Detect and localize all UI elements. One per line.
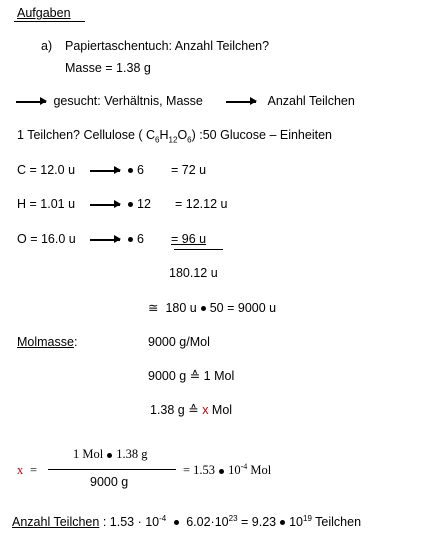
final-c-exp: 19 [303, 513, 312, 523]
sub-o: 6 [187, 135, 192, 145]
equiv-line-1: 9000 g ≙ 1 Mol [148, 369, 235, 383]
final-a: 1.53 · 10 [109, 515, 160, 529]
molmasse-value: 9000 g/Mol [148, 335, 210, 349]
approx-symbol: ≅ [148, 301, 159, 315]
heading-underline [14, 21, 85, 22]
sum-value: 180.12 u [169, 266, 218, 280]
dot-icon [128, 202, 133, 207]
dot-icon [174, 520, 179, 525]
fraction-x: x [17, 463, 24, 477]
row-c-factor: 6 [137, 163, 144, 177]
right-arrow-icon [16, 101, 46, 103]
task-question: Papiertaschentuch: Anzahl Teilchen? [65, 39, 270, 53]
fraction-denominator: 9000 g [90, 475, 129, 489]
fraction-numerator [73, 446, 147, 462]
right-arrow-icon [226, 101, 256, 103]
approx-b: 50 = 9000 u [209, 301, 277, 315]
task-mass: Masse = 1.38 g [65, 61, 151, 75]
cellulose-o: O [177, 128, 188, 142]
sum-line [174, 249, 223, 250]
final-line [12, 514, 361, 530]
res-exp: -4 [240, 461, 248, 471]
row-h-factor: 12 [137, 197, 151, 211]
final-label: Anzahl Teilchen [12, 515, 100, 529]
final-d: Teilchen [311, 515, 362, 529]
dot-icon [107, 453, 112, 458]
row-o-op [86, 231, 144, 247]
sought-target: Anzahl Teilchen [267, 94, 355, 108]
res-b: 10 [228, 463, 241, 477]
heading-aufgaben: Aufgaben [17, 6, 71, 20]
res-a: = 1.53 [183, 463, 216, 477]
final-c: = 9.23 [237, 515, 277, 529]
row-o-factor: 6 [137, 232, 144, 246]
cellulose-post: ) :50 Glucose – Einheiten [191, 128, 332, 142]
equiv-line-2 [150, 402, 232, 418]
dot-icon [219, 469, 224, 474]
cellulose-line [17, 127, 332, 143]
res-unit: Mol [247, 463, 272, 477]
sub-c: 6 [155, 135, 160, 145]
row-h-op [86, 196, 151, 212]
equiv2-post: Mol [208, 403, 233, 417]
approx-a: 180 u [165, 301, 197, 315]
final-c-b: 10 [289, 515, 304, 529]
dot-icon [128, 168, 133, 173]
row-h-lhs: H = 1.01 u [17, 197, 76, 211]
molmasse-label: Molmasse [17, 335, 74, 349]
num-a: 1 Mol [73, 447, 104, 461]
fraction-eq: = [30, 463, 38, 477]
sub-h: 12 [168, 135, 178, 145]
task-marker: a) [41, 39, 53, 53]
molmasse-line [17, 334, 77, 350]
right-arrow-icon [90, 204, 120, 206]
right-arrow-icon [90, 239, 120, 241]
num-b: 1.38 g [116, 447, 148, 461]
final-a-exp: -4 [159, 513, 167, 523]
row-c-result: = 72 u [171, 163, 207, 177]
final-colon: : [99, 515, 107, 529]
sought-text: gesucht: Verhältnis, Masse [53, 94, 203, 108]
row-o-lhs: O = 16.0 u [17, 232, 76, 246]
equiv2-pre: 1.38 g ≙ [150, 403, 203, 417]
dot-icon [201, 306, 206, 311]
sought-line [16, 93, 203, 109]
molmasse-colon: : [73, 335, 78, 349]
dot-icon [128, 237, 133, 242]
final-b-exp: 23 [228, 513, 238, 523]
fraction-bar [48, 469, 176, 470]
fraction-result [183, 462, 271, 478]
row-h-result: = 12.12 u [175, 197, 228, 211]
cellulose-pre: 1 Teilchen? Cellulose ( C [17, 128, 156, 142]
row-c-op [86, 162, 144, 178]
equiv2-x: x [202, 403, 209, 417]
final-b: 6.02·10 [186, 515, 229, 529]
row-o-result: = 96 u [171, 232, 207, 246]
sought-target-line [222, 93, 355, 109]
right-arrow-icon [90, 170, 120, 172]
approx-line [148, 300, 276, 316]
dot-icon [280, 520, 285, 525]
row-c-lhs: C = 12.0 u [17, 163, 76, 177]
cellulose-h: H [159, 128, 169, 142]
